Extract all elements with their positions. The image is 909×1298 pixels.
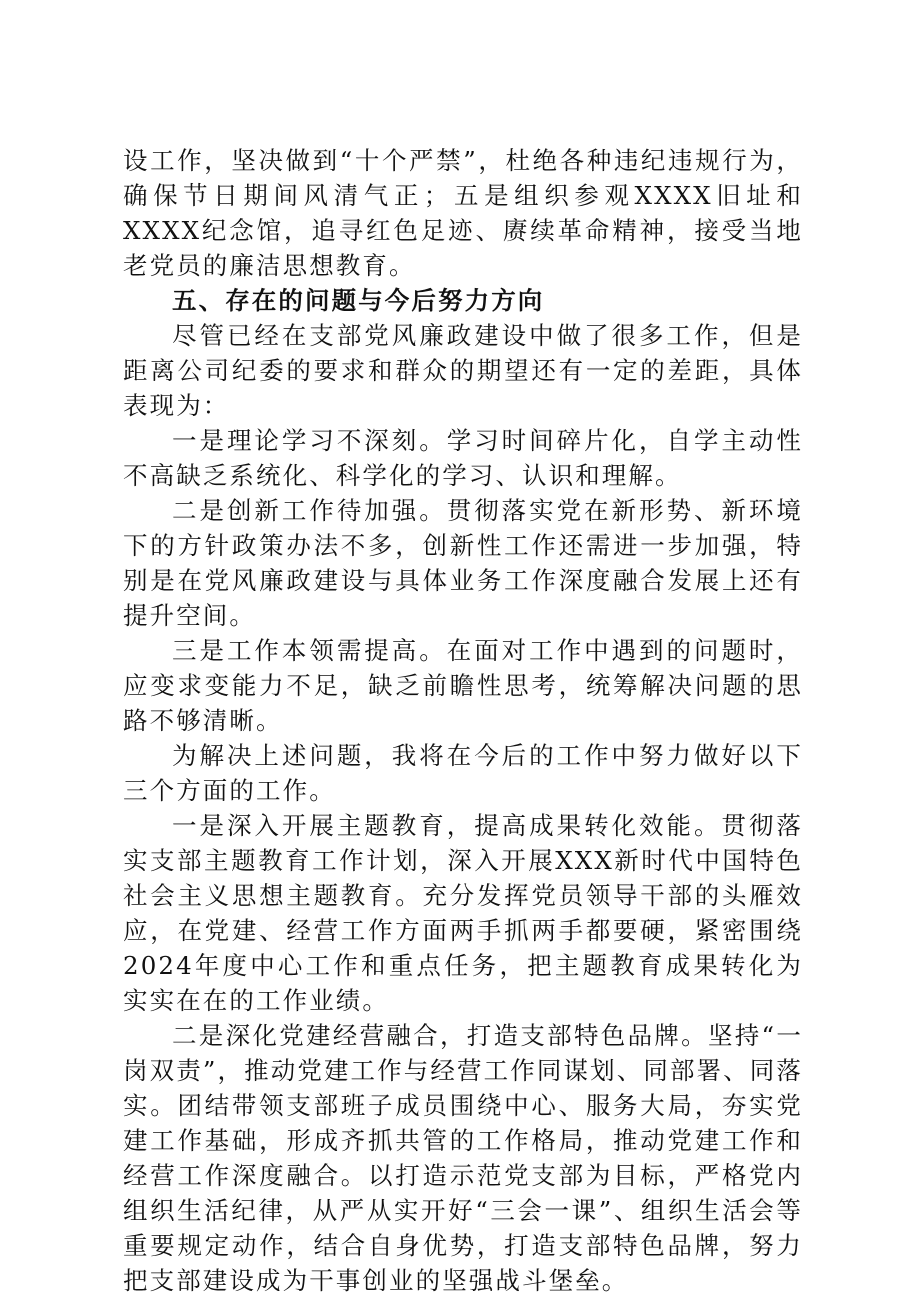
paragraph-intro: 尽管已经在支部党风廉政建设中做了很多工作，但是距离公司纪委的要求和群众的期望还有一定的差距，具体表现为： [123, 321, 803, 420]
paragraph-problem-1: 一是理论学习不深刻。学习时间碎片化，自学主动性不高缺乏系统化、科学化的学习、认识和理解。 [123, 426, 803, 490]
paragraph-transition: 为解决上述问题，我将在今后的工作中努力做好以下三个方面的工作。 [123, 741, 803, 805]
paragraph-plan-1: 一是深入开展主题教育，提高成果转化效能。贯彻落实支部主题教育工作计划，深入开展XXX新时代中国特色社会主义思想主题教育。充分发挥党员领导干部的头雁效应，在党建、经营工作方面两手抓两手都要硬，紧密围绕2024年度中心工作和重点任务，把主题教育成果转化为实实在在的工作业绩。 [123, 811, 803, 1015]
paragraph-problem-3: 三是工作本领需提高。在面对工作中遇到的问题时，应变求变能力不足，缺乏前瞻性思考，统筹解决问题的思路不够清晰。 [123, 636, 803, 735]
paragraph-problem-2: 二是创新工作待加强。贯彻落实党在新形势、新环境下的方针政策办法不多，创新性工作还需进一步加强，特别是在党风廉政建设与具体业务工作深度融合发展上还有提升空间。 [123, 496, 803, 630]
paragraph-plan-2: 二是深化党建经营融合，打造支部特色品牌。坚持“一岗双责”，推动党建工作与经营工作同谋划、同部署、同落实。团结带领支部班子成员围绕中心、服务大局，夯实党建工作基础，形成齐抓共管的工作格局，推动党建工作和经营工作深度融合。以打造示范党支部为目标，严格党内组织生活纪律，从严从实开好“三会一课”、组织生活会等重要规定动作，结合自身优势，打造支部特色品牌，努力把支部建设成为干事创业的坚强战斗堡垒。 [123, 1021, 803, 1295]
section-heading: 五、存在的问题与今后努力方向 [172, 286, 545, 315]
paragraph-continuation: 设工作，坚决做到“十个严禁”，杜绝各种违纪违规行为，确保节日期间风清气正；五是组织参观XXXX旧址和XXXX纪念馆，追寻红色足迹、赓续革命精神，接受当地老党员的廉洁思想教育。 [123, 146, 803, 280]
document-body [123, 143, 803, 1298]
